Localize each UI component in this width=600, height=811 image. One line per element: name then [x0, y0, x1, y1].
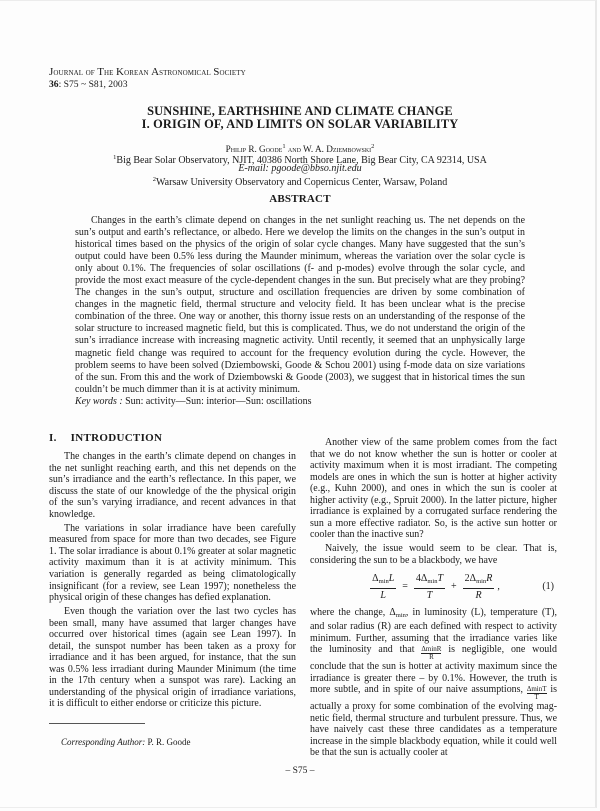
author-email[interactable] [0, 163, 600, 174]
journal-name-part: T [97, 66, 105, 78]
volume-number: 36 [49, 79, 59, 90]
author-affil-marker: 1 [282, 143, 286, 150]
journal-name-part: J [49, 66, 54, 78]
journal-name [49, 66, 246, 79]
author-affil-marker: 2 [371, 143, 375, 150]
coefficient: 4Δ [415, 572, 428, 584]
footnote-label: Corresponding Author: [61, 737, 146, 747]
title-line-1: SUNSHINE, EARTHSHINE AND CLIMATE CHANGE [147, 104, 453, 118]
fraction-denominator: R [429, 653, 434, 662]
paragraph: Naively, the issue would seem to be clear. That is, considering the sun to be a blackbody, we have [310, 543, 557, 566]
equation-1 [310, 572, 557, 602]
right-column [310, 437, 557, 761]
subscript: min [378, 577, 389, 585]
subscript: min [476, 577, 487, 585]
fraction-term-2 [463, 573, 495, 601]
email-link[interactable]: E-mail: pgoode@bbso.njit.edu [238, 163, 362, 174]
fraction-numerator [370, 573, 396, 589]
paragraph: The changes in the earth’s climate depend on changes in the net sunlight reaching earth, and this net depends on the sun’s irradiance and the earth’s reflectance. In this paper, we discuss the state of our knowledge of the the physical origin of the sun’s varying irradiance, and recent advances in that knowledge. [49, 451, 296, 520]
fraction-denominator: R [475, 589, 482, 601]
paragraph: Another view of the same problem comes from the fact that we do not know whether the sun is hotter or cooler at activity maximum when it is most irradiant. The competing models are ones in which the sun is hotter at higher activity (e.g., Kuhn 2000), and ones in which the sun is cooler at higher activity (e.g., Spruit 2000). In the latter picture, higher irradiance is explained by a corrugated surface rendering the sun a more effective radiator. So, is the active sun hotter or cooler than the inactive sun? [310, 437, 557, 541]
affil-text: Big Bear Solar Observatory, NJIT, 40386 North Shore Lane, Big Bear City, CA 92314, USA [116, 155, 487, 166]
text-run: where the change, Δ [310, 606, 396, 618]
affil-marker: 1 [113, 154, 117, 161]
subscript: min [395, 611, 406, 619]
journal-name-part: stronomical [159, 68, 214, 78]
journal-name-part: ociety [219, 68, 246, 78]
delta-symbol: Δ [372, 572, 379, 584]
paragraph: The variations in solar irradiance have been carefully measured from space for more than two decades, see Figure 1. The solar irradiance is about 0.1% greater at solar magnetic activity maximum than it is at activity minimum. This variation is generally regarded as being climatologically insignificant (for a review, see Lean 1997); nonetheless the physical origin of these changes has defied explanation. [49, 522, 296, 604]
journal-name-part: A [151, 66, 160, 78]
section-heading-introduction [49, 432, 162, 444]
fraction-numerator: ΔminR [421, 645, 442, 654]
equals-sign: = [402, 580, 408, 592]
keywords [75, 396, 311, 407]
keywords-list: Sun: activity—Sun: interior—Sun: oscillations [122, 396, 312, 407]
journal-name-part: ournal of [53, 68, 98, 78]
fraction-numerator [414, 573, 445, 589]
affil-marker: 2 [152, 176, 156, 183]
equation-comma: , [497, 580, 500, 592]
journal-volume [49, 79, 128, 91]
fraction-numerator [463, 573, 495, 589]
paragraph-after-equation [310, 607, 557, 759]
fraction-lhs [370, 573, 396, 601]
abstract-body: Changes in the earth’s climate depend on changes in the net sunlight reaching us. The net depends on the sun’s output and earth’s reflectance, or albedo. Here we develop the limits on the changes in the sun’s output in historical times based on the physics of the origin of solar cycle changes. Many have suggested that the sun’s output could have been 0.5% less during the Maunder minimum, whereas the variation over the solar cycle is only about 0.1%. The frequencies of solar oscillations (f- and p-modes) evolve through the solar cycle, and provide the most exact measure of the cycle-dependent changes in the sun. But precisely what are they probing? The changes in the sun’s output, structure and oscillation frequencies are driven by some combination of changes in the magnetic field, thermal structure and velocity field. It has been unclear what is the precise combination of the three. One way or another, this thorny issue rests on an understanding of the response of the solar structure to increased magnetic field, but this is complicated. Thus, we do not understand the origin of the sun’s irradiance increase with increasing magnetic activity. Until recently, it seemed that an unphysically large magnetic field change was required to account for the frequency evolution during the cycle. However, the problem seems to have been solved (Dziembowski, Goode & Schou 2001) using f-mode data on size variations of the sun. From this and the work of Dziembowski & Goode (2003), we suggest that in historical times the sun couldn’t be much dimmer than it is at activity minimum. [75, 215, 525, 395]
keywords-label: Key words : [75, 396, 123, 407]
author-name: Philip R. Goode [225, 144, 283, 154]
author-name: W. A. Dziembowski [303, 144, 372, 154]
text-run: is negligible, one would conclude that the sun is hotter at activity maximum since the irradiance is greater there – by 0.1%. However, the truth is more subtle, and in spite of our naive assumptions, [310, 644, 558, 696]
paper-title [0, 105, 600, 132]
footnote-value: P. R. Goode [145, 737, 191, 747]
journal-name-part: S [213, 66, 220, 78]
footnote-divider [49, 723, 145, 724]
subscript: min [427, 577, 438, 585]
fraction-term-1 [414, 573, 445, 601]
section-title: INTRODUCTION [70, 432, 163, 444]
fraction-denominator: L [380, 589, 386, 601]
journal-name-part: K [116, 66, 125, 78]
section-number: I. [49, 432, 57, 444]
journal-name-part: orean [124, 68, 152, 78]
corresponding-author-footnote [61, 737, 191, 747]
text-run: is actually a proxy for some combination of the evolving magnetic field, thermal structure and turbulent pressure. Thus, we have naively cast these three candidates as a temperature increase in the simple blackbody equation, while it could well be that the sun is actually cooler at [310, 684, 557, 759]
left-column [49, 451, 296, 713]
volume-pages-year: : S75 ~ S81, 2003 [58, 79, 128, 90]
affil-text: Warsaw University Observatory and Copernicus Center, Warsaw, Poland [156, 177, 448, 188]
variable: T [437, 572, 444, 584]
author-joiner: and [285, 144, 304, 154]
affiliation-2 [0, 174, 600, 188]
abstract-heading: ABSTRACT [269, 193, 331, 205]
text-run: , in luminosity (L), temperature (T), and solar radius (R) are each defined with respect to activity minimum. Further, assuming that the irradiance varies like the luminosity and that [310, 606, 557, 656]
fraction-numerator: ΔminT [526, 685, 547, 694]
title-line-2: I. ORIGIN OF, AND LIMITS ON SOLAR VARIABILITY [141, 117, 459, 132]
fraction-denominator: T [426, 589, 433, 601]
inline-fraction-dR-over-R [421, 646, 441, 661]
fraction-denominator: T [534, 693, 539, 702]
variable: L [388, 572, 395, 584]
paragraph: Even though the variation over the last two cycles has been small, many have assumed that larger changes have occurred over historical times (again see Lean 1997). In detail, the sunspot number has been taken as a proxy for irradiance and it has been argued, for instance, that the sun was 0.5% less irradiant during Maunder Minimum (the time in the 17th century when a sunspot was rare). Lacking an understanding of the physical origin of irradiance variations, it is difficult to either endorse or criticize this picture. [49, 606, 296, 710]
variable: R [486, 572, 493, 584]
equation-number: (1) [542, 580, 554, 592]
coefficient: 2Δ [464, 572, 477, 584]
inline-fraction-dT-over-T [527, 686, 547, 701]
page-number: – S75 – [285, 766, 315, 776]
plus-sign: + [451, 580, 457, 592]
journal-name-part: he [104, 68, 117, 78]
